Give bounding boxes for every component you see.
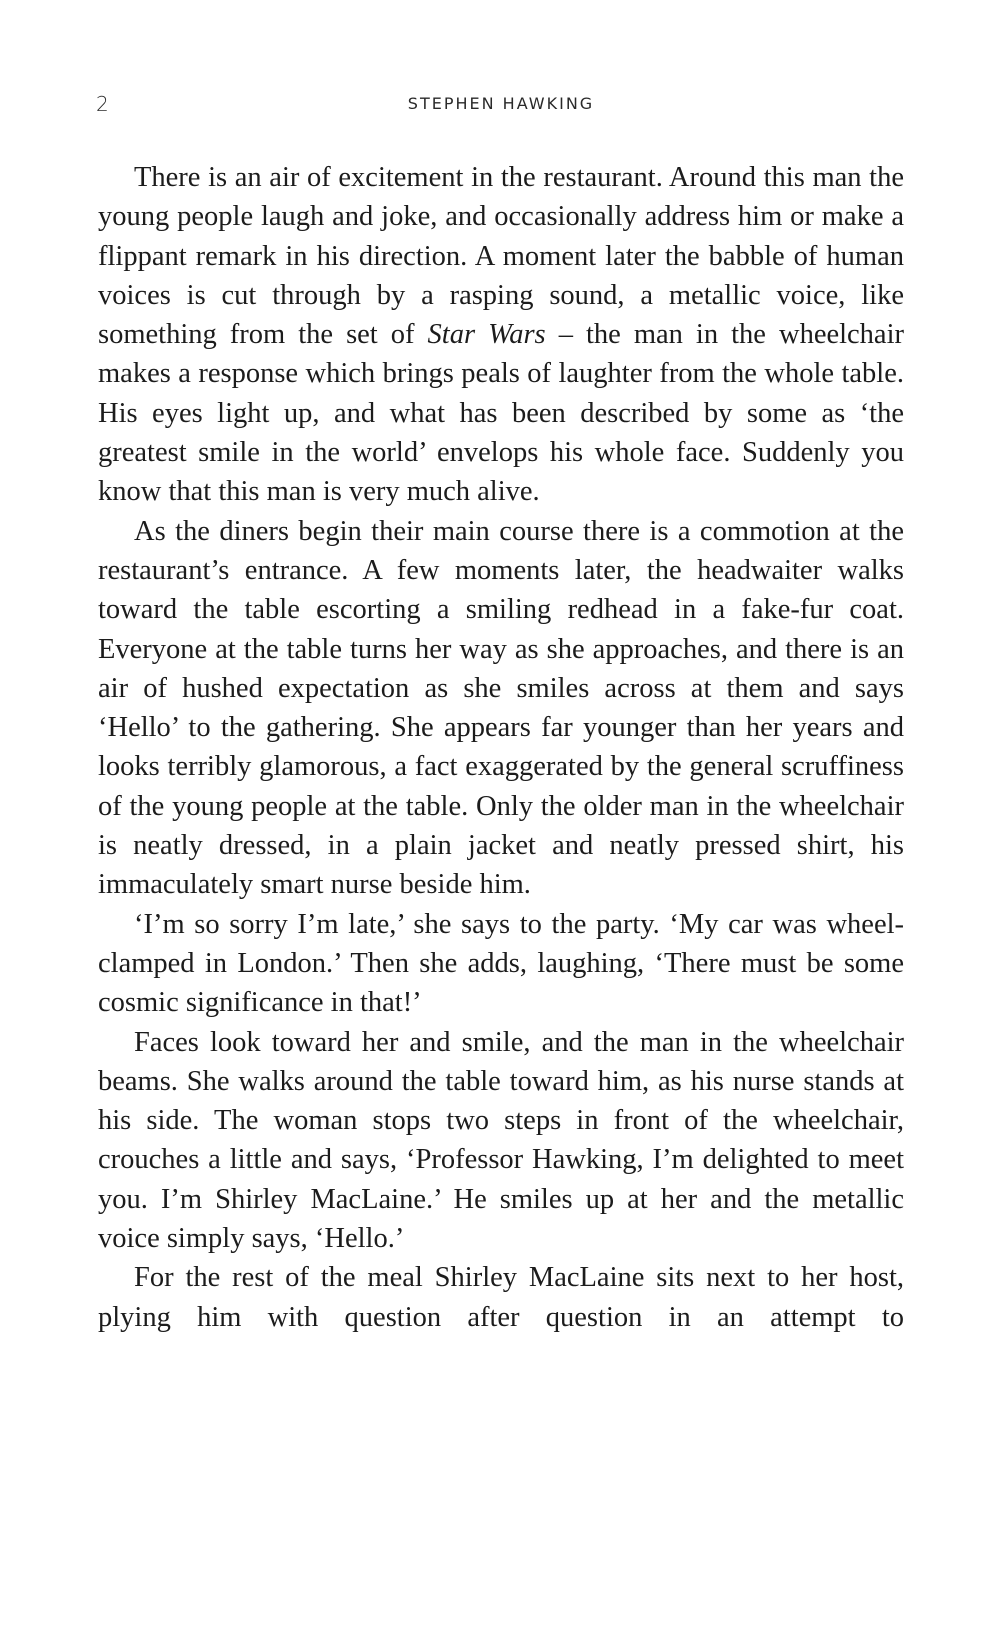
- paragraph-2: As the diners begin their main course there is a commotion at the restaurant’s entrance. A few moments later, the headwaiter walks toward the table escorting a smiling redhead in a fake-fur coat. Everyone at the table turns her way as she approaches, and there is an air of hushed expectation as she smiles across at them and says ‘Hello’ to the gathering. She appears far younger than her years and looks terribly glamorous, a fact exaggerated by the general scruffiness of the young people at the table. Only the older man in the wheelchair is neatly dressed, in a plain jacket and neatly pressed shirt, his immaculately smart nurse beside him.: [98, 515, 904, 901]
- film-title-italic: Star Wars: [427, 319, 546, 351]
- body-text: [98, 158, 904, 1337]
- paragraph-5: For the rest of the meal Shirley MacLaine sits next to her host, plying him with question after question in an attempt to: [98, 1262, 904, 1333]
- paragraph-1-text-before: There is an air of excitement in the restaurant. Around this man the young people laugh and joke, and occasionally address him or make a flippant remark in his direction. A moment later the babble of human voices is cut through by a rasping sound, a metallic voice, like something from the set of: [98, 162, 904, 351]
- paragraph-1: [98, 158, 904, 512]
- running-title: STEPHEN HAWKING: [407, 94, 595, 113]
- page-number: 2: [96, 92, 109, 116]
- paragraph-3: ‘I’m so sorry I’m late,’ she says to the party. ‘My car was wheel-clamped in London.’ Then she adds, laughing, ‘There must be some cosmic significance in that!’: [98, 908, 904, 1019]
- paragraph-1-text-after: – the man in the wheelchair makes a response which brings peals of laughter from the whole table. His eyes light up, and what has been described by some as ‘the greatest smile in the world’ envelops his whole face. Suddenly you know that this man is very much alive.: [98, 319, 904, 508]
- paragraph-4: Faces look toward her and smile, and the man in the wheelchair beams. She walks around the table toward him, as his nurse stands at his side. The woman stops two steps in front of the wheelchair, crouches a little and says, ‘Professor Hawking, I’m delighted to meet you. I’m Shirley MacLaine.’ He smiles up at her and the metallic voice simply says, ‘Hello.’: [98, 1026, 904, 1255]
- running-head: [96, 92, 906, 116]
